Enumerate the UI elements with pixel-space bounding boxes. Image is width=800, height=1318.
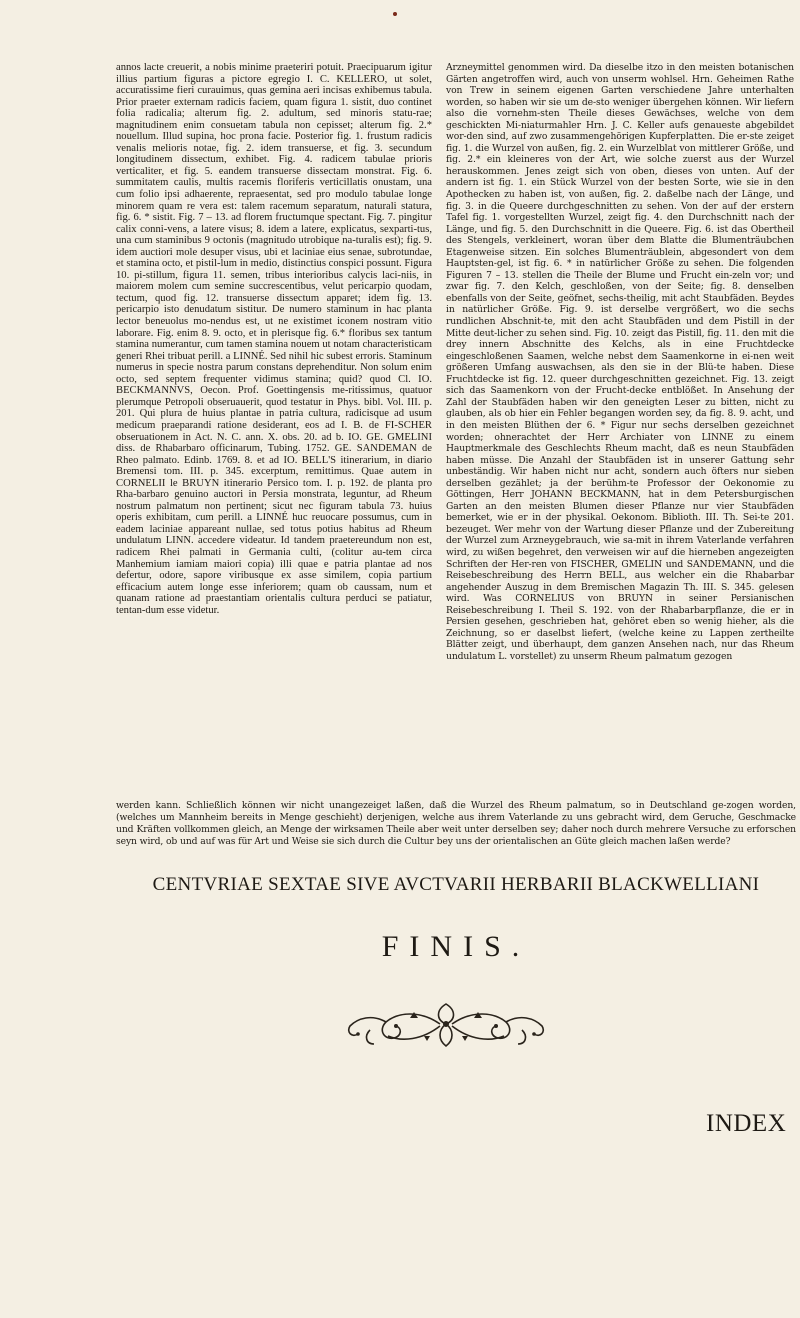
german-paragraph: Arzneymittel genommen wird. Da dieselbe itzo in den meisten botanischen Gärten angetroffen wird, auch von unserm wohlsel. Hrn. Geheimen Rathe von Trew in seinem eigenen Garten verschiedene Jahre unterhalten worden, so haben wir sie um de-sto weniger übergehen können. Wir liefern also die vornehm-sten Theile dieses Gewächses, welche von dem geschickten Mi-niaturmahler Hrn. J. C. Keller aufs genaueste abgebildet wor-den sind, auf zwo zusammengehörigen Kupferplatten. Die er-ste zeiget fig. 1. die Wurzel von außen, fig. 2. ein Wurzelblat von mittlerer Größe, und fig. 2.* ein kleineres von der Art, wie solche zuerst aus der Wurzel herauskommen. Jenes zeigt sich von oben, dieses von unten. Auf der andern ist fig. 1. ein Stück Wurzel von der besten Sorte, wie sie in den Apothecken zu haben ist, von außen, fig. 2. daßelbe nach der Länge, und fig. 3. in die Queere durchgeschnitten zu sehen. Von der auf der erstern Tafel fig. 1. vorgestellten Wurzel, zeigt fig. 4. den Durchschnitt nach der Länge, und fig. 5. den Durchschnitt in die Queere. Fig. 6. ist das Obertheil des Stengels, verkleinert, woran über dem Blatte die Blumenträubchen Etagenweise sitzen. Ein solches Blumenträublein, abgesondert von dem Hauptsten-gel, ist fig. 6. * in natürlicher Größe zu sehen. Die folgenden Figuren 7 – 13. stellen die Theile der Blume und Frucht ein-zeln vor; und zwar fig. 7. den Kelch, geschloßen, von der Seite; fig. 8. denselben ebenfalls von der Seite, geöfnet, sechs-theilig, mit acht Staubfäden. Beydes in natürlicher Größe. Fig. 9. ist derselbe vergrößert, wo die sechs rundlichen Abschnit-te, mit den acht Staubfäden und dem Pistill in der Mitte deut-licher zu sehen sind. Fig. 10. zeigt das Pistill, fig. 11. den mit die drey innern Abschnitte des Kelchs, als in eine Fruchtdecke eingeschloßenen Saamen, welche nebst dem Saamenkorne in ei-nen weit größeren Umfang auswachsen, als den sie in der Blü-te haben. Diese Fruchtdecke ist fig. 12. queer durchgeschnitten gezeichnet. Fig. 13. zeigt sich das Saamenkorn von der Frucht-decke entblößet. In Ansehung der Zahl der Staubfäden haben wir den geneigten Leser zu bitten, nicht zu glauben, als ob hier ein Fehler begangen worden sey, da fig. 8. 9. acht, und in den meisten Blüthen der 6. * Figur nur sechs derselben gezeichnet worden; ohnerachtet der Herr Archiater von LINNE zu einem Hauptmerkmale des Geschlechts Rheum macht, daß es neun Staubfäden haben müsse. Die Anzahl der Staubfäden ist in unserer Gattung sehr unbeständig. Wir haben nicht nur acht, sondern auch öfters nur sieben derselben gezählet; ja der berühm-te Professor der Oekonomie zu Göttingen, Herr JOHANN BECKMANN, hat in dem Petersburgischen Garten an den meisten Blumen dieser Pflanze nur vier Staubfäden bemerket, wie er in der physikal. Oekonom. Biblioth. III. Th. Sei-te 201. bezeuget. Wer mehr von der Wartung dieser Pflanze und der Zubereitung der Wurzel zum Arzneygebrauch, wie sa-mit in ihrem Vaterlande verfahren wird, zu wißen begehret, den verweisen wir auf die hierneben angezeigten Schriften der Her-ren von FISCHER, GMELIN und SANDEMANN, und die Reisebeschreibung des Herrn BELL, aus welcher ein die Rhabarbar angehender Auszug in dem Bremischen Magazin Th. III. S. 345. gelesen wird. Was CORNELIUS von BRUYN in seiner Persianischen Reisebeschreibung I. Theil S. 192. von der Rhabarbarpflanze, die er in Persien gesehen, geschrieben hat, gehöret eben so wenig hieher, als die Zeichnung, so er daselbst liefert, (welche keine zu Lappen zertheilte Blätter zeigt, und überhaupt, dem ganzen Ansehen nach, nur das Rheum undulatum L. vorstellet) zu unserm Rheum palmatum gezogen (446, 62, 794, 662)
finis-heading: FINIS. (381, 930, 531, 963)
catchword-index: INDEX (706, 1110, 787, 1137)
latin-column (116, 62, 432, 616)
german-bottom-text (116, 800, 796, 848)
latin-paragraph: annos lacte creuerit, a nobis minime praeteriri potuit. Praecipuarum igitur illius partium figuras a pictore egregio I. C. KELLERO, ut solet, accuratissime fieri curauimus, quas gemina aeri incisas exhibemus tabula. Prior praeter externam radicis faciem, quam figura 1. sistit, duo continet folia radicalia; alterum fig. 2. adultum, sed minoris statu-rae; magnitudinem enim consuetam tabula non cepisset; alterum fig. 2.* nouellum. Illud supina, hoc prona facie. Posterior fig. 1. frustum radicis venalis melioris notae, fig. 2. idem transuerse, et fig. 3. secundum longitudinem dissectum, exhibet. Fig. 4. radicem tabulae prioris verticaliter, et fig. 5. eandem transuerse dissectam monstrat. Fig. 6. summitatem caulis, multis racemis floriferis verticillatis onustam, una cum folio ipsi adhaerente, repraesentat, sed pro modulo tabulae longe minorem quam re vera est: talem racemum separatum, naturali statura, fig. 6. * sistit. Fig. 7 – 13. ad florem fructumque spectant. Fig. 7. pingitur calix conni-vens, a latere visus; 8. idem a latere, explicatus, sexparti-tus, una cum staminibus 9 octonis (magnitudo utrobique na-turalis est); fig. 9. idem auctiori mole desuper visus, ubi et laciniae eius senae, subrotundae, et stamina octo, et pistil-lum in medio, distinctius conspici possunt. Figura 10. pi-stillum, figura 11. semen, tribus interioribus calycis laci-niis, in maiorem molem cum semine succrescentibus, velut pericarpio quodam, tectum, quod fig. 12. transuerse dissectum apparet; idem fig. 13. pericarpio isto denudatum sistitur. De numero staminum in hac planta lector beneuolus mo-nendus est, ut ne existimet iconem nostram vitio laborare. Fig. enim 8. 9. octo, et in plerisque fig. 6.* floribus sex tantum stamina numerantur, cum tamen stamina nouem ut notam characteristicam generi Rhei tribuat perill. a LINNÉ. Sed nihil hic subest erroris. Staminum numerus in specie nostra parum constans deprehenditur. Non solum enim octo, sed septem frequenter vidimus stamina; quid? quod Cl. IO. BECKMANNVS, Oecon. Prof. Goettingensis me-ritissimus, quatuor plerumque Petropoli obseruauerit, quod testatur in Phys. bibl. Vol. III. p. 201. Qui plura de huius plantae in patria cultura, radicisque ad usum medicum praeparandi ratione desiderant, eos ad I. B. de FI-SCHER obseruationem in Act. N. C. ann. X. obs. 20. ad b. IO. GE. GMELINI diss. de Rhabarbaro officinarum, Tubing. 1752. GE. SANDEMAN de Rheo palmato. Edinb. 1769. 8. et ad IO. BELL'S itinerarium, in diario Bremensi tom. III. p. 345. excerptum, remittimus. Quae autem in CORNELII le BRUYN itinerario Persico tom. I. p. 192. de planta pro Rha-barbaro genuino auctori in Persia monstrata, leguntur, ad Rheum nostrum palmatum non pertinent; sicut nec figuram tabula 73. huius operis exhibitam, cum perill. a LINNÉ huc reuocare possumus, cum in eadem laciniae appareant nullae, sed totus potius habitus ad Rheum undulatum LINN. accedere videatur. Id tandem praetereundum non est, radicem Rhei palmati in Germania culti, (colitur au-tem circa Manhemium iamiam maiori copia) illi quae e patria plantae ad nos defertur, odore, sapore viribusque ex asse similem, copia partium efficacium autem longe esse inferiorem; quam ob caussam, num et quanam ratione ad praestantiam orientalis cultura perduci se patiatur, tentan-dum esse videtur. (116, 62, 432, 616)
centuria-heading: CENTVRIAE SEXTAE SIVE AVCTVARII HERBARII BLACKWELLIANI (152, 874, 760, 895)
german-bottom-paragraph: werden kann. Schließlich können wir nicht unangezeiget laßen, daß die Wurzel des Rheum palmatum, so in Deutschland ge-zogen worden, (welches um Mannheim bereits in Menge geschieht) derjenigen, welche aus ihrem Vaterlande zu uns gebracht wird, dem Geruche, Geschmacke und Kräften vollkommen gleich, an Menge der wirksamen Theile aber weit unter derselben sey; daher noch durch mehrere Versuche zu erforschen seyn wird, ob und auf was für Art und Weise sie sich durch die Cultur bey uns der orientalischen an Güte gleich machen laßen werde? (116, 800, 796, 847)
fleuron-ornament-icon (340, 996, 552, 1052)
german-column (446, 62, 794, 662)
ink-spot (393, 12, 397, 16)
